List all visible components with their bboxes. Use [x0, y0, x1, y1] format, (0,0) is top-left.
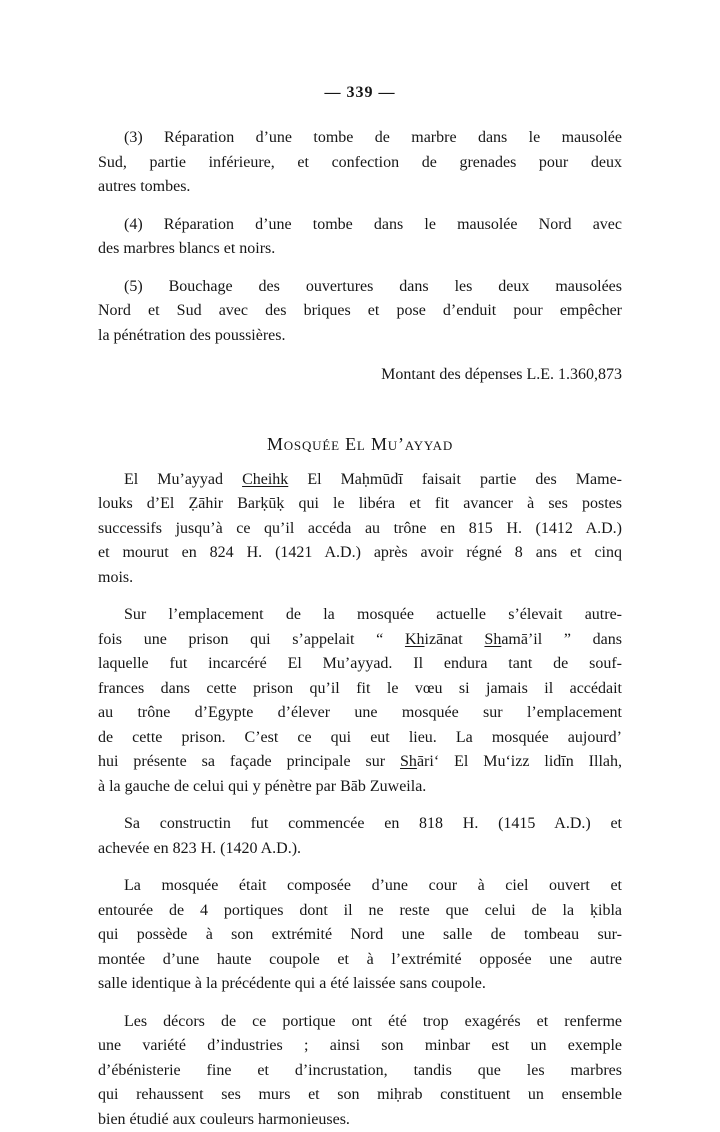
paragraph-line: frances dans cette prison qu’il fit le vœu si jamais il accédait [98, 677, 622, 702]
underlined-transliteration: Sh [400, 753, 417, 770]
paragraph-line: La mosquée était composée d’une cour à ciel ouvert et [98, 874, 622, 899]
paragraph-line: El Mu’ayyad Cheihk El Maḥmūdī faisait partie des Mame- [98, 468, 622, 493]
paragraph-line: salle identique à la précédente qui a été laissée sans coupole. [98, 972, 622, 997]
paragraph-line: mois. [98, 566, 622, 591]
paragraph-line: (5) Bouchage des ouvertures dans les deux mausolées [98, 275, 622, 300]
paragraph [98, 275, 622, 349]
paragraph-line: une variété d’industries ; ainsi son minbar est un exemple [98, 1034, 622, 1059]
section-heading: Mosquée El Mu’ayyad [98, 434, 622, 455]
paragraph-line: Les décors de ce portique ont été trop exagérés et renferme [98, 1010, 622, 1035]
paragraph-line: hui présente sa façade principale sur Shāri‘ El Mu‘izz lidīn Illah, [98, 750, 622, 775]
paragraph-line: qui rehaussent ses murs et son miḥrab constituent un ensemble [98, 1083, 622, 1108]
paragraph [98, 213, 622, 262]
paragraph [98, 468, 622, 591]
paragraph-line: la pénétration des poussières. [98, 324, 622, 349]
paragraph-line: Sud, partie inférieure, et confection de grenades pour deux [98, 151, 622, 176]
paragraph-line: Sur l’emplacement de la mosquée actuelle s’élevait autre- [98, 603, 622, 628]
paragraph-line: à la gauche de celui qui y pénètre par Bāb Zuweila. [98, 775, 622, 800]
paragraph [98, 1010, 622, 1132]
paragraph-line: louks d’El Ẓāhir Barḳūḳ qui le libéra et fit avancer à ses postes [98, 492, 622, 517]
underlined-transliteration: Sh [484, 631, 501, 648]
paragraph-line: (3) Réparation d’une tombe de marbre dans le mausolée [98, 126, 622, 151]
paragraph [98, 812, 622, 861]
paragraph-line: des marbres blancs et noirs. [98, 237, 622, 262]
underlined-transliteration: Kh [405, 631, 425, 648]
paragraph-line: laquelle fut incarcéré El Mu’ayyad. Il endura tant de souf- [98, 652, 622, 677]
paragraph-line: entourée de 4 portiques dont il ne reste que celui de la ḳibla [98, 899, 622, 924]
paragraph-line: montée d’une haute coupole et à l’extrémité opposée une autre [98, 948, 622, 973]
paragraph-line: fois une prison qui s’appelait “ Khizānat Shamā’il ” dans [98, 628, 622, 653]
paragraph [98, 603, 622, 799]
paragraph-line: successifs jusqu’à ce qu’il accéda au trône en 815 H. (1412 A.D.) [98, 517, 622, 542]
paragraph-line: (4) Réparation d’une tombe dans le mausolée Nord avec [98, 213, 622, 238]
paragraph-line: de cette prison. C’est ce qui eut lieu. La mosquée aujourd’ [98, 726, 622, 751]
paragraph-line: au trône d’Egypte d’élever une mosquée sur l’emplacement [98, 701, 622, 726]
expenses-total-line: Montant des dépenses L.E. 1.360,873 [98, 363, 622, 388]
paragraph-line: bien étudié aux couleurs harmonieuses. [98, 1108, 622, 1132]
paragraph-line: qui possède à son extrémité Nord une salle de tombeau sur- [98, 923, 622, 948]
text-block [98, 0, 622, 1132]
paragraph-line: achevée en 823 H. (1420 A.D.). [98, 837, 622, 862]
underlined-transliteration: Cheihk [242, 471, 288, 488]
paragraph-line: d’ébénisterie fine et d’incrustation, tandis que les marbres [98, 1059, 622, 1084]
paragraph [98, 874, 622, 997]
paragraph-line: et mourut en 824 H. (1421 A.D.) après avoir régné 8 ans et cinq [98, 541, 622, 566]
paragraph-line: Nord et Sud avec des briques et pose d’enduit pour empêcher [98, 299, 622, 324]
paragraph-line: autres tombes. [98, 175, 622, 200]
paragraph [98, 126, 622, 200]
paragraph-line: Sa constructin fut commencée en 818 H. (1415 A.D.) et [98, 812, 622, 837]
page-number: — 339 — [98, 84, 622, 102]
